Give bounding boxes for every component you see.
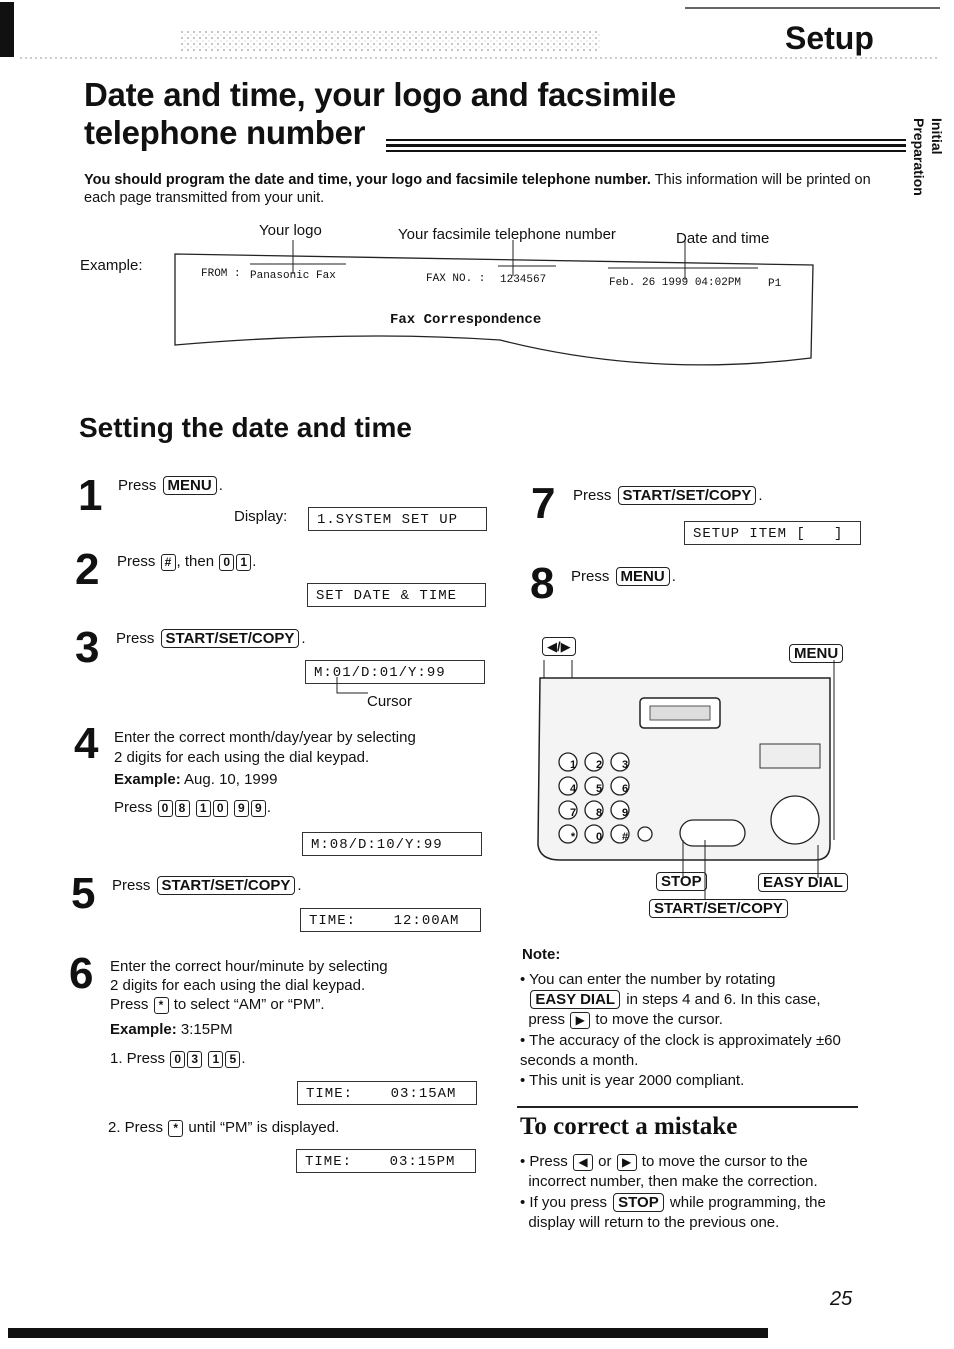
step-4-example-value: Aug. 10, 1999	[184, 771, 278, 788]
step-6-sub2-rest: until “PM” is displayed.	[188, 1119, 340, 1136]
key-1: 1	[236, 554, 251, 571]
step-1-number: 1	[78, 471, 103, 520]
page-title-line2: telephone number	[84, 114, 366, 151]
step-7-instruction: Press START/SET/COPY .	[573, 487, 763, 504]
step-6-sub1-press: 1. Press	[110, 1050, 166, 1067]
correct-bullet-2: • If you press STOP while programming, the display will return to the previous one.	[520, 1194, 826, 1231]
example-date-value: Feb. 26 1999 04:02PM	[609, 277, 742, 289]
note-bullet-3: • This unit is year 2000 compliant.	[520, 1072, 745, 1089]
key-9: 9	[251, 800, 266, 817]
right-arrow-key: ▶	[617, 1154, 637, 1171]
right-arrow-key: ▶	[570, 1012, 590, 1029]
example-number-value: 1234567	[500, 274, 547, 286]
step-2-number: 2	[75, 545, 100, 594]
note-b1a: You can enter the number by rotating	[529, 971, 776, 988]
example-fax-sheet	[170, 240, 820, 380]
intro-rest: This information will be printed on each page transmitted from your unit.	[84, 172, 871, 206]
header-section-label: Setup	[785, 20, 874, 56]
keypad-key: 0	[595, 831, 603, 843]
step-6-number: 6	[69, 949, 94, 998]
step-2-then: , then	[176, 553, 215, 570]
correct-b1b: to move the cursor to the	[641, 1153, 808, 1170]
title-rule-2	[386, 144, 906, 147]
star-key: *	[168, 1120, 183, 1137]
keypad-key: 7	[569, 807, 577, 819]
key-0: 0	[158, 800, 173, 817]
step-5-instruction: Press START/SET/COPY .	[112, 877, 302, 894]
figure-easy-dial-key: EASY DIAL	[758, 873, 848, 892]
step-1-display-label: Display:	[234, 508, 288, 525]
step-1-press: Press	[118, 477, 157, 494]
figure-menu-key: MENU	[789, 644, 843, 663]
key-0: 0	[170, 1051, 185, 1068]
step-4-example-label: Example:	[114, 771, 181, 788]
page-number: 25	[830, 1288, 853, 1310]
keypad-key: #	[621, 831, 629, 843]
figure-stop-key: STOP	[656, 872, 707, 891]
keypad-key: 8	[595, 807, 603, 819]
correct-bullet-1: • Press ◀ or ▶ to move the cursor to the incorrect number, then make the correction.	[520, 1153, 818, 1190]
step-5-press: Press	[112, 877, 151, 894]
step-7-press: Press	[573, 487, 612, 504]
step-5-lcd: TIME: 12:00AM	[300, 908, 481, 932]
intro-paragraph	[84, 171, 874, 207]
intro-bold: You should program the date and time, your logo and facsimile telephone number.	[84, 172, 651, 188]
key-5: 5	[225, 1051, 240, 1068]
correct-rule	[517, 1106, 858, 1108]
key-3: 3	[187, 1051, 202, 1068]
note-b2: The accuracy of the clock is approximately ±60 seconds a month.	[520, 1032, 841, 1069]
left-arrow-key: ◀	[573, 1154, 593, 1171]
step-7-number: 7	[531, 479, 556, 528]
header-band	[0, 0, 954, 70]
step-4-keys: Press 0 8 1 0 9 9 .	[114, 799, 272, 816]
correct-b2a: If you press	[529, 1194, 607, 1211]
menu-key: MENU	[616, 567, 670, 586]
step-4-line2: 2 digits for each using the dial keypad.	[114, 749, 370, 766]
example-body-text: Fax Correspondence	[390, 312, 542, 328]
keypad-key: 6	[621, 783, 629, 795]
step-8-instruction: Press MENU .	[571, 568, 676, 585]
note-b3: This unit is year 2000 compliant.	[529, 1072, 745, 1089]
side-tab-line2: Preparation	[911, 118, 927, 196]
step-8-number: 8	[530, 559, 555, 608]
example-faxno-label: FAX NO. :	[426, 273, 486, 285]
step-8-press: Press	[571, 568, 610, 585]
step-2-instruction: Press # , then 0 1 .	[117, 553, 257, 570]
note-b1d: to move the cursor.	[595, 1011, 723, 1028]
section-title: Setting the date and time	[79, 412, 412, 443]
step-1-lcd: 1.SYSTEM SET UP	[308, 507, 487, 531]
cursor-label: Cursor	[367, 693, 413, 710]
menu-key: MENU	[163, 476, 217, 495]
example-logo-value: Panasonic Fax	[250, 270, 336, 282]
cursor-leader	[330, 677, 370, 703]
note-bullet-2: • The accuracy of the clock is approximately ±60 seconds a month.	[520, 1032, 841, 1069]
step-4-example	[114, 770, 277, 789]
key-9: 9	[234, 800, 249, 817]
step-6-lcd-2: TIME: 03:15PM	[296, 1149, 476, 1173]
arrow-keys-label	[540, 637, 578, 656]
step-6-example	[110, 1020, 233, 1039]
keypad-key: 2	[595, 759, 603, 771]
stop-key: STOP	[613, 1193, 664, 1212]
keypad-labels	[560, 756, 640, 846]
keypad-key: 9	[621, 807, 629, 819]
step-6-line1: Enter the correct hour/minute by selecting	[110, 958, 388, 975]
step-6-press: Press	[110, 996, 149, 1013]
step-6-example-label: Example:	[110, 1021, 177, 1038]
step-2-lcd: SET DATE & TIME	[307, 583, 486, 607]
page-title-line1: Date and time, your logo and facsimile	[84, 76, 676, 113]
side-tab-line1: Initial	[929, 118, 945, 155]
step-4-press: Press	[114, 799, 153, 816]
step-6-sub1: 1. Press 0 3 1 5 .	[110, 1050, 246, 1067]
key-0: 0	[219, 554, 234, 571]
keypad-key: 3	[621, 759, 629, 771]
hash-key: #	[161, 554, 176, 571]
step-1-instruction: Press MENU .	[118, 477, 223, 494]
easy-dial-key: EASY DIAL	[530, 990, 620, 1009]
figure-start-key: START/SET/COPY	[649, 899, 788, 918]
step-3-press: Press	[116, 630, 155, 647]
callout-number: Your facsimile telephone number	[398, 226, 616, 243]
note-b1c: press	[528, 1011, 566, 1028]
title-rule-3	[386, 150, 906, 152]
step-7-lcd: SETUP ITEM [ ]	[684, 521, 861, 545]
star-key: *	[154, 997, 169, 1014]
step-4-line1: Enter the correct month/day/year by selecting	[114, 729, 416, 746]
note-b1b: in steps 4 and 6. In this case,	[626, 991, 821, 1008]
note-title: Note:	[522, 946, 561, 963]
step-3-number: 3	[75, 623, 100, 672]
start-set-copy-key: START/SET/COPY	[618, 486, 757, 505]
bottom-bar	[8, 1328, 768, 1338]
arrow-keys: ◀/▶	[542, 637, 576, 656]
key-8: 8	[175, 800, 190, 817]
step-6-sub2-press: 2. Press	[108, 1119, 164, 1136]
side-tab	[896, 118, 946, 218]
step-4-lcd: M:08/D:10/Y:99	[302, 832, 482, 856]
title-rule	[386, 139, 906, 141]
callout-date: Date and time	[676, 230, 770, 247]
step-2-press: Press	[117, 553, 156, 570]
step-6-line2: 2 digits for each using the dial keypad.	[110, 977, 366, 994]
step-6-line3b: to select “AM” or “PM”.	[173, 996, 325, 1013]
step-6-lcd-1: TIME: 03:15AM	[297, 1081, 477, 1105]
keypad-key: 4	[569, 783, 577, 795]
start-set-copy-key: START/SET/COPY	[161, 629, 300, 648]
step-3-instruction: Press START/SET/COPY .	[116, 630, 306, 647]
correct-b1or: or	[598, 1153, 612, 1170]
step-3-lcd: M:01/D:01/Y:99	[305, 660, 485, 684]
key-1: 1	[196, 800, 211, 817]
example-from-label: FROM :	[201, 268, 241, 280]
example-label: Example:	[80, 257, 143, 274]
step-6-line3	[110, 995, 325, 1014]
step-6-sub2	[108, 1118, 339, 1137]
key-1: 1	[208, 1051, 223, 1068]
example-page-value: P1	[768, 278, 782, 290]
keypad-key: 5	[595, 783, 603, 795]
correct-b2b: while programming, the	[669, 1194, 826, 1211]
note-bullet-1: • You can enter the number by rotating EASY DIAL in steps 4 and 6. In this case, press ▶ to move the cursor.	[520, 971, 821, 1028]
correct-b1c: incorrect number, then make the correction.	[528, 1173, 818, 1190]
step-5-number: 5	[71, 869, 96, 918]
start-set-copy-key: START/SET/COPY	[157, 876, 296, 895]
key-0: 0	[213, 800, 228, 817]
step-6-example-value: 3:15PM	[180, 1021, 233, 1038]
callout-logo: Your logo	[259, 222, 322, 239]
correct-b1a: Press	[529, 1153, 568, 1170]
keypad-key: *	[570, 831, 576, 843]
correct-b2c: display will return to the previous one.	[528, 1214, 780, 1231]
correct-title: To correct a mistake	[520, 1113, 738, 1140]
step-4-number: 4	[74, 719, 99, 768]
keypad-key: 1	[569, 759, 577, 771]
